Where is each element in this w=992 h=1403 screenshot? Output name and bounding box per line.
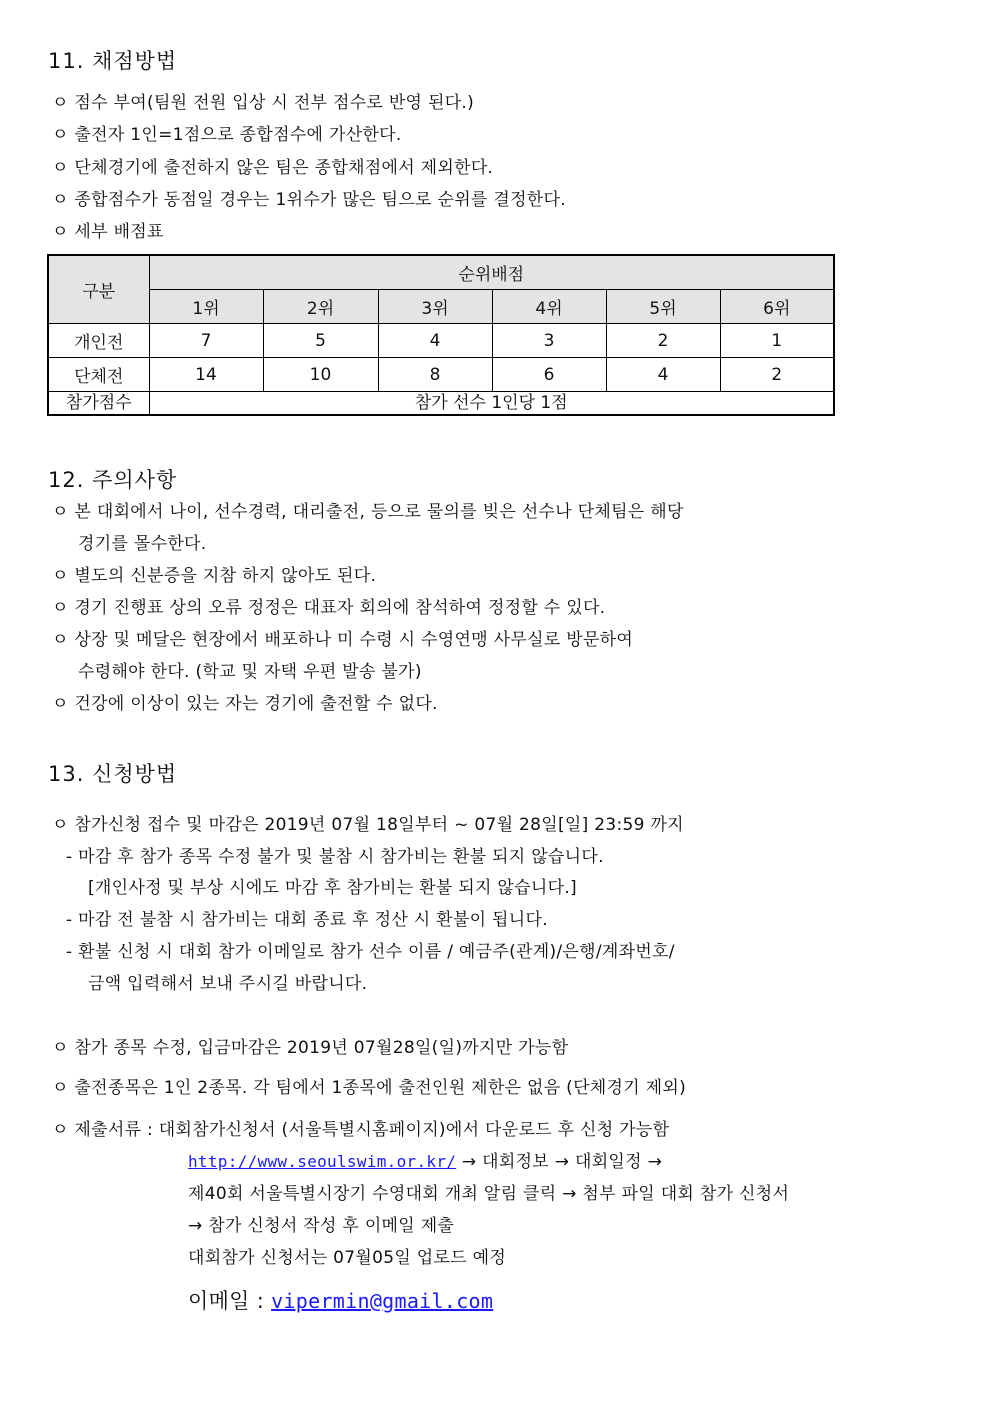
table-cell: 4 <box>378 324 492 358</box>
s13-line-6: 금액 입력해서 보내 주시길 바랍니다. <box>88 974 368 994</box>
table-cell: 6 <box>492 358 606 392</box>
rank-header-2: 2위 <box>263 290 378 324</box>
s12-line-1: ㅇ 본 대회에서 나이, 선수경력, 대리출전, 등으로 물의를 빚은 선수나 단체팀은 해당 <box>52 502 684 522</box>
s12-line-3: ㅇ 별도의 신분증을 지참 하지 않아도 된다. <box>52 566 377 586</box>
table-corner-header: 구분 <box>48 255 149 324</box>
s12-line-4: ㅇ 경기 진행표 상의 오류 정정은 대표자 회의에 참석하여 정정할 수 있다. <box>52 598 606 618</box>
table-row <box>48 392 834 416</box>
link-line <box>188 1152 662 1172</box>
table-cell: 10 <box>263 358 378 392</box>
s12-line-6: 수령해야 한다. (학교 및 자택 우편 발송 불가) <box>78 662 422 682</box>
email-link[interactable]: vipermin@gmail.com <box>271 1289 494 1313</box>
table-row <box>48 358 834 392</box>
table-cell: 4 <box>606 358 720 392</box>
s13-line-5: - 환불 신청 시 대회 참가 이메일로 참가 선수 이름 / 예금주(관계)/은행/계좌번호/ <box>66 942 675 962</box>
email-line <box>188 1288 493 1314</box>
s12-line-5: ㅇ 상장 및 메달은 현장에서 배포하나 미 수령 시 수영연맹 사무실로 방문하여 <box>52 630 634 650</box>
s13-line-4: - 마감 전 불참 시 참가비는 대회 종료 후 정산 시 환불이 됩니다. <box>66 910 548 930</box>
step-line: 제40회 서울특별시장기 수영대회 개최 알림 클릭 → 첨부 파일 대회 참가 신청서 <box>188 1184 790 1204</box>
link-suffix: → 대회정보 → 대회일정 → <box>456 1152 663 1172</box>
table-cell: 7 <box>149 324 263 358</box>
table-group-header: 순위배점 <box>149 255 834 290</box>
s13-line-9: ㅇ 제출서류 : 대회참가신청서 (서울특별시홈페이지)에서 다운로드 후 신청 가능함 <box>52 1120 670 1140</box>
table-row <box>48 324 834 358</box>
s12-line-2: 경기를 몰수한다. <box>78 534 207 554</box>
table-cell: 3 <box>492 324 606 358</box>
seoulswim-link[interactable]: http://www.seoulswim.or.kr/ <box>188 1152 457 1171</box>
rank-header-4: 4위 <box>492 290 606 324</box>
s11-item-1: ㅇ 점수 부여(팀원 전원 입상 시 전부 점수로 반영 된다.) <box>52 93 475 113</box>
s13-line-1: ㅇ 참가신청 접수 및 마감은 2019년 07월 18일부터 ~ 07월 28일[일] 23:59 까지 <box>52 815 684 835</box>
s13-line-2: - 마감 후 참가 종목 수정 불가 및 불참 시 참가비는 환불 되지 않습니다. <box>66 847 604 867</box>
table-cell: 14 <box>149 358 263 392</box>
table-cell: 2 <box>606 324 720 358</box>
rank-header-1: 1위 <box>149 290 263 324</box>
rank-header-6: 6위 <box>720 290 834 324</box>
s11-item-2: ㅇ 출전자 1인=1점으로 종합점수에 가산한다. <box>52 125 402 145</box>
s11-item-4: ㅇ 종합점수가 동점일 경우는 1위수가 많은 팀으로 순위를 결정한다. <box>52 190 566 210</box>
score-table <box>47 254 835 416</box>
table-cell: 8 <box>378 358 492 392</box>
section-12-title: 12. 주의사항 <box>48 468 178 492</box>
participation-label: 참가점수 <box>48 392 149 416</box>
s13-line-8: ㅇ 출전종목은 1인 2종목. 각 팀에서 1종목에 출전인원 제한은 없음 (단체경기 제외) <box>52 1078 687 1098</box>
table-cell: 2 <box>720 358 834 392</box>
rank-header-3: 3위 <box>378 290 492 324</box>
section-13-title: 13. 신청방법 <box>48 762 178 786</box>
s12-line-7: ㅇ 건강에 이상이 있는 자는 경기에 출전할 수 없다. <box>52 694 438 714</box>
rank-header-5: 5위 <box>606 290 720 324</box>
section-11-title: 11. 채점방법 <box>48 49 178 73</box>
s13-line-3: [개인사정 및 부상 시에도 마감 후 참가비는 환불 되지 않습니다.] <box>88 878 577 898</box>
table-cell: 5 <box>263 324 378 358</box>
row-label: 개인전 <box>48 324 149 358</box>
s11-item-5: ㅇ 세부 배점표 <box>52 222 164 242</box>
email-label: 이메일 : <box>188 1289 272 1313</box>
s13-line-7: ㅇ 참가 종목 수정, 입금마감은 2019년 07월28일(일)까지만 가능함 <box>52 1038 569 1058</box>
row-label: 단체전 <box>48 358 149 392</box>
step-line-2: → 참가 신청서 작성 후 이메일 제출 <box>188 1216 455 1236</box>
s11-item-3: ㅇ 단체경기에 출전하지 않은 팀은 종합채점에서 제외한다. <box>52 158 494 178</box>
table-cell: 1 <box>720 324 834 358</box>
participation-value: 참가 선수 1인당 1점 <box>149 392 834 416</box>
upload-note: 대회참가 신청서는 07월05일 업로드 예정 <box>188 1248 507 1268</box>
